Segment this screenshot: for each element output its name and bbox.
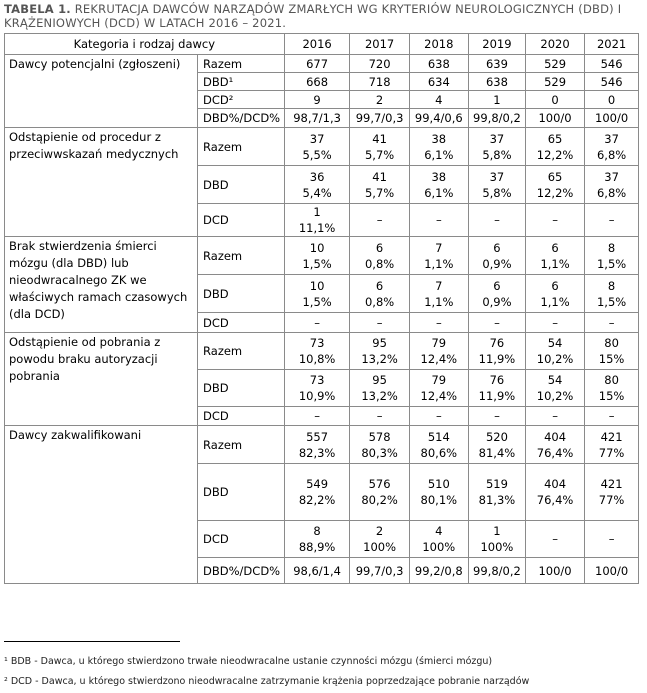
value-percent: 12,2%	[536, 185, 574, 200]
value-cell	[585, 55, 639, 73]
value-count: –	[376, 409, 383, 423]
value-count: 6	[375, 278, 384, 293]
value-count: 79	[431, 373, 447, 387]
value-count: 421	[600, 477, 623, 491]
value-count: 76	[489, 336, 505, 350]
value-count: 95	[372, 373, 387, 387]
value-count: –	[552, 409, 558, 423]
value-percent: 11,1%	[298, 221, 336, 235]
value-percent: 6,8%	[596, 185, 627, 200]
value-cell	[468, 109, 525, 128]
value-count: –	[494, 409, 500, 423]
value-cell	[525, 275, 584, 313]
value-count: 4	[435, 92, 443, 107]
value-cell	[468, 237, 525, 275]
table-row	[5, 333, 639, 370]
value-percent: 10,2%	[536, 389, 574, 403]
donor-type-cell: DBD	[198, 370, 285, 407]
value-count: 638	[427, 56, 450, 71]
value-count: 578	[368, 429, 391, 444]
donor-recruitment-table	[4, 33, 639, 584]
value-cell	[409, 73, 468, 91]
value-percent: 82,3%	[298, 445, 336, 460]
value-percent: 0,8%	[364, 256, 395, 271]
value-count: 54	[547, 336, 563, 350]
header-year: 2018	[409, 34, 468, 55]
value-cell	[468, 407, 525, 426]
table-row	[5, 55, 639, 73]
value-cell	[468, 73, 525, 91]
category-cell: Dawcy zakwalifikowani	[5, 426, 198, 584]
value-percent: 5,8%	[482, 147, 512, 162]
value-cell	[350, 237, 409, 275]
value-percent: 76,4%	[536, 445, 574, 460]
value-percent: 10,2%	[536, 352, 574, 366]
value-cell	[468, 558, 525, 584]
donor-type-cell: DBD	[198, 166, 285, 204]
category-cell: Odstąpienie od procedur z przeciwwskazań medycznych	[5, 128, 198, 237]
donor-type-cell: DBD	[198, 464, 285, 521]
value-count: 1	[493, 524, 501, 538]
value-percent: 10,9%	[298, 389, 336, 403]
donor-type-cell: Razem	[198, 237, 285, 275]
value-cell	[585, 558, 639, 584]
value-count: –	[435, 409, 442, 423]
value-cell	[525, 464, 584, 521]
value-count: –	[314, 315, 320, 330]
value-percent: 11,9%	[478, 389, 516, 403]
value-count: 80	[604, 336, 619, 350]
table-row	[5, 237, 639, 275]
value-cell	[350, 109, 409, 128]
value-cell	[468, 464, 525, 521]
value-count: 0	[607, 92, 616, 107]
value-count: 41	[372, 131, 387, 146]
value-count: 65	[547, 131, 563, 146]
value-cell	[284, 128, 350, 166]
value-count: –	[552, 532, 558, 546]
donor-type-cell: Razem	[198, 55, 285, 73]
value-count: –	[494, 213, 500, 227]
value-cell	[409, 333, 468, 370]
donor-type-cell: DCD	[198, 204, 285, 237]
value-cell	[525, 426, 584, 464]
value-percent: 13,2%	[361, 389, 398, 403]
value-count: 6	[375, 240, 384, 255]
value-percent: 1,1%	[540, 294, 570, 309]
value-cell	[468, 166, 525, 204]
value-cell	[409, 204, 468, 237]
value-cell	[284, 333, 350, 370]
value-count: 639	[485, 56, 508, 71]
header-year: 2019	[468, 34, 525, 55]
table-title-text: REKRUTACJA DAWCÓW NARZĄDÓW ZMARŁYCH WG KRYTERIÓW NEUROLOGICZNYCH (DBD) I KRĄŻENIOWYCH (DCD) W LATACH 2016 – 2021.	[4, 2, 622, 30]
value-count: 37	[309, 131, 325, 146]
value-cell	[585, 313, 639, 333]
value-cell	[525, 521, 584, 558]
value-percent: 10,8%	[298, 352, 336, 366]
value-percent: 1,1%	[424, 294, 454, 309]
value-count: 7	[435, 240, 443, 255]
value-count: 404	[544, 429, 567, 444]
value-count: 720	[368, 56, 391, 71]
value-cell	[525, 313, 584, 333]
value-cell	[468, 275, 525, 313]
value-cell	[585, 73, 639, 91]
value-count: –	[314, 409, 320, 423]
header-year: 2016	[284, 34, 350, 55]
value-count: 79	[431, 336, 447, 350]
value-count: 557	[306, 429, 329, 444]
value-cell	[409, 128, 468, 166]
value-count: 421	[600, 429, 623, 444]
value-count: 73	[309, 336, 325, 350]
value-percent: 12,4%	[420, 389, 458, 403]
value-count: 546	[600, 56, 623, 71]
value-percent: 1,5%	[302, 294, 332, 309]
value-count: 10	[309, 278, 325, 293]
value-count: –	[608, 315, 615, 330]
value-percent: 6,1%	[424, 185, 454, 200]
table-header-row	[5, 34, 639, 55]
header-category: Kategoria i rodzaj dawcy	[5, 34, 285, 55]
value-cell	[409, 109, 468, 128]
value-cell	[468, 370, 525, 407]
value-cell	[350, 204, 409, 237]
value-cell	[468, 313, 525, 333]
value-count: 514	[427, 429, 450, 444]
value-cell	[585, 407, 639, 426]
value-count: 99,8/0,2	[473, 563, 521, 578]
value-cell	[284, 55, 350, 73]
value-cell	[525, 128, 584, 166]
value-percent: 100%	[480, 540, 514, 554]
value-cell	[284, 426, 350, 464]
donor-type-cell: DBD%/DCD%	[198, 109, 285, 128]
value-cell	[525, 204, 584, 237]
value-percent: 0,9%	[482, 294, 512, 309]
value-percent: 5,8%	[482, 185, 512, 200]
value-percent: 77%	[598, 493, 625, 507]
value-count: 7	[435, 278, 443, 293]
value-percent: 5,7%	[364, 185, 395, 200]
header-year: 2020	[525, 34, 584, 55]
donor-type-cell: DBD%/DCD%	[198, 558, 285, 584]
value-cell	[350, 333, 409, 370]
value-cell	[468, 55, 525, 73]
value-percent: 76,4%	[536, 493, 574, 507]
value-count: 0	[551, 92, 559, 107]
value-cell	[585, 109, 639, 128]
value-percent: 80,3%	[361, 445, 398, 460]
value-count: 6	[551, 278, 559, 293]
value-percent: 1,1%	[540, 256, 570, 271]
value-percent: 80,2%	[361, 493, 398, 507]
value-count: 519	[485, 477, 508, 491]
value-percent: 12,4%	[420, 352, 458, 366]
value-cell	[585, 426, 639, 464]
value-cell	[409, 370, 468, 407]
value-cell	[284, 558, 350, 584]
value-cell	[350, 313, 409, 333]
value-cell	[350, 558, 409, 584]
value-count: 80	[604, 373, 619, 387]
donor-type-cell: Razem	[198, 333, 285, 370]
value-percent: 82,2%	[298, 493, 336, 507]
value-percent: 5,5%	[302, 147, 332, 162]
value-percent: 0,8%	[364, 294, 395, 309]
value-count: –	[608, 409, 615, 423]
value-cell	[409, 166, 468, 204]
donor-type-cell: DBD	[198, 275, 285, 313]
value-count: 8	[313, 524, 321, 538]
value-count: 95	[372, 336, 387, 350]
value-cell	[468, 521, 525, 558]
value-count: 41	[372, 169, 387, 184]
value-cell	[284, 91, 350, 109]
category-cell: Brak stwierdzenia śmierci mózgu (dla DBD) lub nieodwracalnego ZK we właściwych ramach czasowych (dla DCD)	[5, 237, 198, 333]
value-cell	[284, 407, 350, 426]
value-percent: 80,6%	[420, 445, 458, 460]
value-count: 404	[544, 477, 567, 491]
value-percent: 81,4%	[478, 445, 516, 460]
value-cell	[468, 91, 525, 109]
value-count: 8	[607, 240, 616, 255]
value-count: 8	[607, 278, 616, 293]
value-cell	[468, 128, 525, 166]
value-percent: 11,9%	[478, 352, 516, 366]
value-count: 100/0	[595, 563, 629, 578]
donor-type-cell: Razem	[198, 128, 285, 166]
value-count: 99,7/0,3	[355, 111, 404, 125]
value-count: 37	[604, 131, 619, 146]
value-percent: 100%	[422, 540, 456, 554]
value-count: 98,7/1,3	[293, 111, 341, 125]
value-percent: 6,8%	[596, 147, 627, 162]
donor-type-cell: DCD	[198, 407, 285, 426]
value-cell	[525, 109, 584, 128]
value-cell	[525, 73, 584, 91]
value-cell	[350, 55, 409, 73]
table-title	[4, 2, 644, 30]
value-cell	[284, 313, 350, 333]
table-row	[5, 128, 639, 166]
value-cell	[525, 333, 584, 370]
value-count: –	[608, 213, 615, 227]
value-count: 37	[489, 131, 505, 146]
value-count: –	[494, 315, 500, 330]
value-count: 37	[489, 169, 505, 184]
value-cell	[284, 237, 350, 275]
value-cell	[525, 91, 584, 109]
value-cell	[284, 521, 350, 558]
value-count: 99,8/0,2	[473, 111, 521, 125]
value-percent: 88,9%	[298, 540, 336, 554]
value-count: 546	[600, 74, 623, 89]
value-count: 98,6/1,4	[293, 563, 341, 578]
value-percent: 15%	[598, 352, 625, 366]
value-cell	[350, 128, 409, 166]
value-cell	[409, 275, 468, 313]
value-cell	[409, 407, 468, 426]
value-cell	[409, 237, 468, 275]
value-count: 100/0	[538, 563, 572, 578]
value-cell	[284, 275, 350, 313]
value-cell	[585, 204, 639, 237]
value-cell	[350, 521, 409, 558]
footnote-divider	[4, 641, 180, 642]
value-percent: 5,4%	[302, 185, 332, 200]
value-percent: 77%	[598, 445, 625, 460]
value-count: 99,4/0,6	[414, 111, 463, 125]
header-year: 2021	[585, 34, 639, 55]
value-count: 36	[309, 169, 325, 184]
value-count: –	[552, 213, 558, 227]
value-cell	[350, 370, 409, 407]
value-cell	[585, 370, 639, 407]
value-cell	[284, 370, 350, 407]
value-count: 634	[427, 74, 450, 89]
value-cell	[525, 237, 584, 275]
value-cell	[585, 464, 639, 521]
value-percent: 15%	[598, 389, 625, 403]
value-cell	[585, 237, 639, 275]
value-count: 1	[493, 92, 501, 107]
donor-type-cell: DCD²	[198, 91, 285, 109]
value-count: 529	[544, 56, 567, 71]
value-percent: 1,1%	[424, 256, 454, 271]
value-cell	[409, 91, 468, 109]
value-percent: 81,3%	[478, 493, 516, 507]
value-cell	[409, 558, 468, 584]
value-cell	[350, 426, 409, 464]
value-count: 38	[431, 131, 447, 146]
footnote-dbd: ¹ BDB - Dawca, u którego stwierdzono trwałe nieodwracalne ustanie czynności mózgu (śmierci mózgu)	[4, 656, 493, 667]
value-count: 6	[551, 240, 559, 255]
donor-type-cell: Razem	[198, 426, 285, 464]
value-cell	[350, 91, 409, 109]
value-cell	[585, 166, 639, 204]
value-cell	[585, 91, 639, 109]
value-count: 65	[547, 169, 563, 184]
donor-type-cell: DCD	[198, 313, 285, 333]
value-cell	[525, 166, 584, 204]
value-cell	[468, 426, 525, 464]
table-title-label: TABELA 1.	[4, 2, 71, 16]
value-percent: 100%	[363, 540, 397, 554]
value-cell	[350, 464, 409, 521]
value-cell	[585, 128, 639, 166]
value-cell	[468, 204, 525, 237]
value-percent: 12,2%	[536, 147, 574, 162]
value-count: 549	[306, 477, 329, 491]
header-year: 2017	[350, 34, 409, 55]
value-count: 6	[493, 278, 501, 293]
value-count: 10	[309, 240, 325, 255]
value-count: 1	[313, 205, 321, 219]
category-cell: Dawcy potencjalni (zgłoszeni)	[5, 55, 198, 128]
value-count: 100/0	[538, 111, 572, 125]
value-count: –	[435, 315, 442, 330]
value-count: 54	[547, 373, 563, 387]
value-count: 9	[313, 92, 321, 107]
value-cell	[350, 166, 409, 204]
value-percent: 1,5%	[302, 256, 332, 271]
value-count: –	[608, 532, 615, 546]
value-count: –	[435, 213, 442, 227]
value-cell	[585, 333, 639, 370]
value-cell	[284, 109, 350, 128]
value-count: 2	[375, 524, 384, 538]
value-cell	[468, 333, 525, 370]
value-count: 99,2/0,8	[414, 563, 463, 578]
value-percent: 1,5%	[596, 294, 627, 309]
value-count: 2	[375, 92, 384, 107]
value-cell	[284, 166, 350, 204]
value-cell	[409, 313, 468, 333]
value-cell	[284, 464, 350, 521]
value-count: –	[376, 213, 383, 227]
value-percent: 1,5%	[596, 256, 627, 271]
value-percent: 0,9%	[482, 256, 512, 271]
value-count: 76	[489, 373, 505, 387]
value-count: 38	[431, 169, 447, 184]
value-cell	[525, 407, 584, 426]
value-cell	[585, 275, 639, 313]
value-count: 100/0	[595, 111, 629, 125]
value-cell	[284, 204, 350, 237]
value-count: 510	[427, 477, 450, 491]
value-count: –	[376, 315, 383, 330]
donor-type-cell: DCD	[198, 521, 285, 558]
value-cell	[525, 370, 584, 407]
footnote-dcd: ² DCD - Dawca, u którego stwierdzono nieodwracalne zatrzymanie krążenia poprzedzające pobranie narządów	[4, 676, 530, 687]
value-cell	[284, 73, 350, 91]
value-count: 677	[306, 56, 329, 71]
value-count: 6	[493, 240, 501, 255]
category-cell: Odstąpienie od pobrania z powodu braku autoryzacji pobrania	[5, 333, 198, 426]
value-cell	[409, 464, 468, 521]
value-count: 4	[435, 524, 443, 538]
value-count: 668	[306, 74, 329, 89]
value-cell	[350, 73, 409, 91]
value-percent: 6,1%	[424, 147, 454, 162]
value-count: 638	[485, 74, 508, 89]
value-count: 520	[485, 429, 508, 444]
value-percent: 80,1%	[420, 493, 458, 507]
table-row	[5, 426, 639, 464]
value-count: 99,7/0,3	[355, 563, 404, 578]
value-count: 37	[604, 169, 619, 184]
value-cell	[409, 521, 468, 558]
value-count: 576	[368, 477, 391, 491]
value-count: 718	[368, 74, 391, 89]
value-cell	[409, 426, 468, 464]
value-count: 529	[544, 74, 567, 89]
value-cell	[350, 407, 409, 426]
value-percent: 13,2%	[361, 352, 398, 366]
value-cell	[409, 55, 468, 73]
value-cell	[525, 55, 584, 73]
value-percent: 5,7%	[364, 147, 395, 162]
value-cell	[585, 521, 639, 558]
value-count: 73	[309, 373, 325, 387]
value-count: –	[552, 315, 558, 330]
value-cell	[525, 558, 584, 584]
donor-type-cell: DBD¹	[198, 73, 285, 91]
value-cell	[350, 275, 409, 313]
